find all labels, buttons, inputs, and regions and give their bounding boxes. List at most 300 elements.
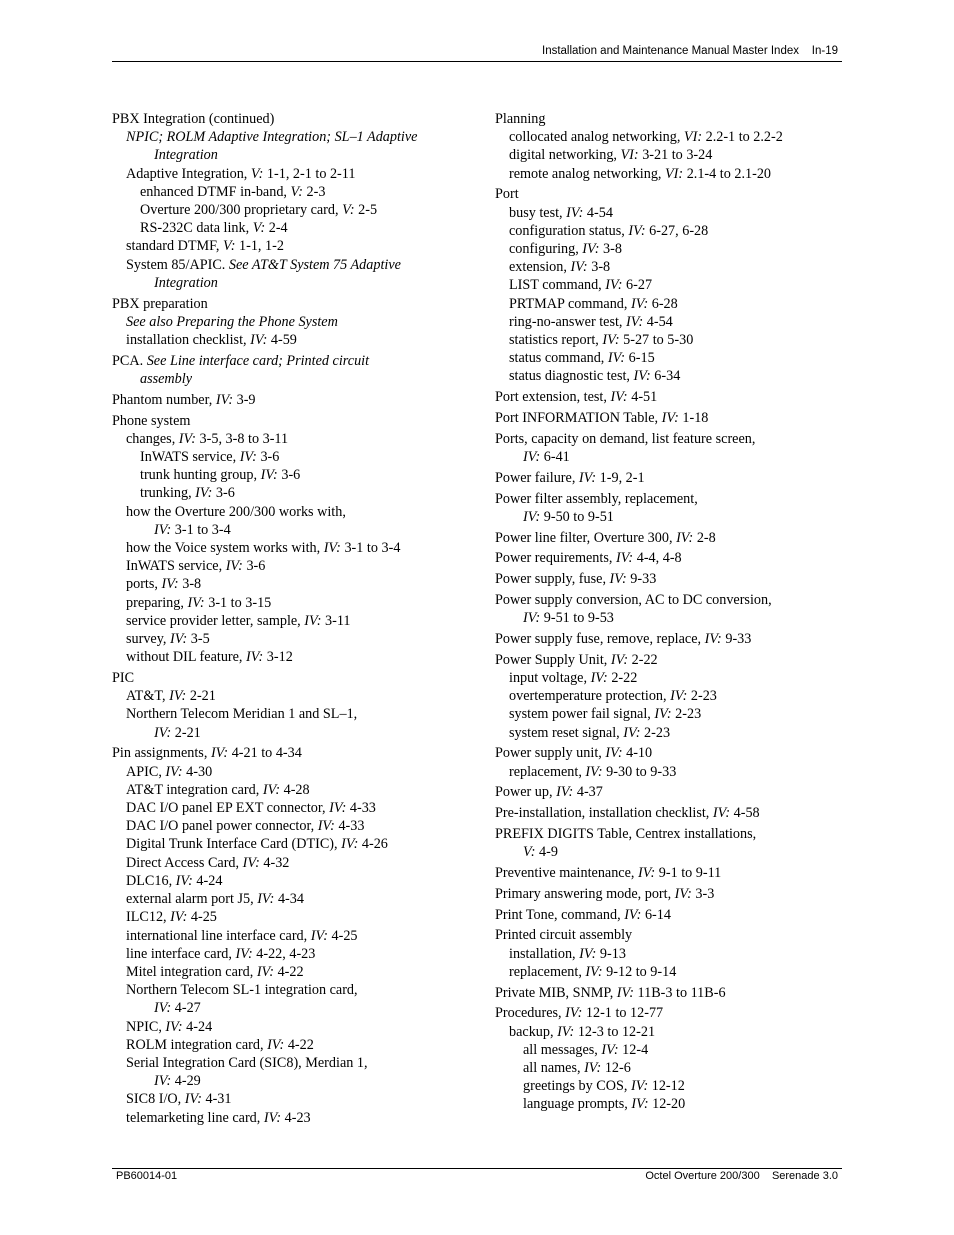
volume-label: IV: [170, 909, 188, 926]
volume-label: IV: [609, 571, 627, 588]
page-reference: 4-59 [267, 332, 297, 349]
index-entry [495, 570, 870, 588]
volume-label: V: [250, 165, 264, 182]
index-entry [112, 724, 487, 742]
page-reference: 4-31 [201, 1091, 232, 1108]
entry-term: remote analog networking, [509, 165, 666, 182]
page-reference: 6-27 [622, 277, 653, 294]
index-entry [112, 890, 487, 908]
entry-term: APIC, [126, 763, 166, 780]
volume-label: IV: [239, 449, 257, 466]
index-entry [495, 430, 870, 448]
index-entry [112, 1109, 487, 1127]
see-reference: See AT&T System 75 Adaptive [228, 256, 401, 273]
entry-term: Port [495, 186, 519, 203]
index-entry [112, 557, 487, 575]
page-reference: 2-4 [265, 220, 288, 237]
page-reference: 2-21 [171, 724, 201, 741]
entry-term: Procedures, [495, 1005, 566, 1022]
entry-term: Power Supply Unit, [495, 651, 611, 668]
volume-label: IV: [584, 1060, 602, 1077]
page-reference: 3-21 to 3-24 [638, 147, 713, 164]
index-entry [495, 490, 870, 508]
index-entry [112, 981, 487, 999]
page-reference: 1-18 [678, 410, 709, 427]
page-reference: 9-12 to 9-14 [602, 963, 677, 980]
page-reference: 4-4, 4-8 [633, 550, 682, 567]
volume-label: IV: [578, 469, 597, 486]
index-entry [495, 331, 870, 349]
page-reference: 4-33 [346, 800, 376, 817]
entry-term: PBX Integration (continued) [112, 111, 275, 127]
page-reference: 2.1-4 to 2.1-20 [683, 165, 772, 182]
page-reference: 1-1, 1-2 [235, 238, 284, 255]
volume-label: V: [342, 202, 355, 219]
index-entry [495, 276, 870, 294]
entry-term: Integration [154, 147, 218, 164]
volume-label: IV: [630, 1078, 649, 1095]
entry-term: AT&T integration card, [126, 781, 263, 798]
index-entry [112, 908, 487, 926]
page-reference: 3-6 [256, 449, 280, 466]
page-reference: 9-1 to 9-11 [655, 865, 722, 882]
index-entry [495, 651, 870, 669]
volume-label: IV: [616, 984, 634, 1001]
index-entry [495, 128, 870, 146]
page-reference: 6-28 [648, 295, 678, 312]
volume-label: IV: [184, 1091, 202, 1108]
index-entry [112, 1054, 487, 1072]
index-entry [112, 594, 487, 612]
entry-term: collocated analog networking, [509, 129, 684, 146]
volume-label: IV: [601, 1041, 619, 1058]
entry-term: ports, [126, 576, 162, 593]
entry-term: input voltage, [509, 670, 591, 687]
index-entry [112, 448, 487, 466]
entry-term: Power supply, fuse, [495, 571, 610, 588]
volume-label: IV: [590, 670, 608, 687]
entry-term: survey, [126, 631, 170, 648]
index-entry [112, 466, 487, 484]
index-entry [112, 391, 487, 409]
page-number: In-19 [811, 45, 838, 57]
entry-term: LIST command, [509, 277, 606, 294]
running-header [0, 45, 838, 57]
entry-term: PCA. [112, 352, 147, 369]
volume-label: IV: [250, 332, 268, 349]
index-entry [112, 484, 487, 502]
volume-label: IV: [602, 332, 620, 349]
page-reference: 6-27, 6-28 [645, 222, 709, 239]
volume-label: IV: [630, 295, 649, 312]
page-reference: 4-54 [583, 204, 613, 221]
index-entry [112, 295, 487, 313]
entry-term: ILC12, [126, 909, 171, 926]
page-reference: 4-29 [171, 1073, 201, 1090]
index-entry [495, 744, 870, 762]
volume-label: IV: [154, 724, 172, 741]
product-release [0, 1170, 838, 1182]
volume-label: IV: [631, 1096, 649, 1113]
page-reference: 6-14 [641, 906, 671, 923]
volume-label: V: [523, 844, 536, 861]
index-entry [112, 687, 487, 705]
page-reference: 4-26 [358, 836, 388, 853]
volume-label: V: [222, 238, 236, 255]
index-entry [495, 388, 870, 406]
page-reference: 4-10 [622, 745, 653, 762]
index-entry [112, 352, 487, 370]
index-entry [495, 864, 870, 882]
volume-label: IV: [235, 945, 253, 962]
entry-term: Phone system [112, 412, 191, 429]
index-entry [495, 687, 870, 705]
index-entry [112, 630, 487, 648]
index-entry [112, 854, 487, 872]
index-entry [112, 999, 487, 1017]
index-entry [112, 183, 487, 201]
entry-term: Serial Integration Card (SIC8), Merdian 1, [126, 1054, 368, 1071]
entry-term: Adaptive Integration, [126, 165, 251, 182]
index-entry [495, 963, 870, 981]
volume-label: IV: [676, 529, 694, 546]
index-entry [495, 508, 870, 526]
page-reference: 9-33 [626, 571, 657, 588]
volume-label: IV: [165, 1018, 183, 1035]
entry-term: standard DTMF, [126, 238, 223, 255]
volume-label: VI: [620, 147, 639, 164]
page-reference: 3-5, 3-8 to 3-11 [196, 430, 289, 447]
volume-label: IV: [704, 631, 722, 648]
index-entry [112, 963, 487, 981]
volume-label: IV: [654, 706, 672, 723]
release-name: Serenade 3.0 [771, 1170, 838, 1182]
entry-term: replacement, [509, 963, 586, 980]
page-reference: 9-33 [721, 631, 752, 648]
page-reference: 4-21 to 4-34 [228, 745, 302, 762]
page-reference: 4-28 [280, 781, 310, 798]
entry-term: how the Voice system works with, [126, 540, 324, 557]
index-entry [495, 1077, 870, 1095]
index-entry [495, 1041, 870, 1059]
index-entry [495, 804, 870, 822]
page-reference: 2-23 [640, 724, 671, 741]
entry-term: Planning [495, 111, 546, 127]
index-entry [112, 521, 487, 539]
index-entry [495, 984, 870, 1002]
entry-term: RS-232C data link, [140, 220, 253, 237]
page-reference: 2-3 [302, 183, 326, 200]
index-entry [112, 612, 487, 630]
page-reference: 4-22 [274, 963, 304, 980]
page-reference: 11B-3 to 11B-6 [634, 984, 726, 1001]
volume-label: IV: [624, 906, 642, 923]
index-entry [495, 222, 870, 240]
manual-title: Installation and Maintenance Manual Master Index [542, 45, 799, 57]
index-entry [495, 630, 870, 648]
volume-label: IV: [610, 651, 629, 668]
index-entry [112, 1036, 487, 1054]
page-reference: 2-23 [671, 706, 702, 723]
entry-term: changes, [126, 430, 179, 447]
index-entry [112, 201, 487, 219]
entry-term: system power fail signal, [509, 706, 655, 723]
page-reference: 3-9 [233, 391, 256, 408]
entry-term: PRTMAP command, [509, 295, 631, 312]
document-number: PB60014-01 [116, 1170, 178, 1182]
volume-label: IV: [582, 241, 600, 258]
entry-term: Digital Trunk Interface Card (DTIC), [126, 836, 342, 853]
page-reference: 4-58 [730, 805, 760, 822]
entry-term: DAC I/O panel power connector, [126, 818, 318, 835]
entry-term: Port INFORMATION Table, [495, 410, 662, 427]
page-reference: 2-23 [687, 688, 717, 705]
entry-term: PIC [112, 670, 135, 687]
volume-label: IV: [169, 688, 187, 705]
volume-label: IV: [605, 745, 623, 762]
index-entry [112, 1072, 487, 1090]
entry-term: Integration [154, 274, 218, 291]
index-entry [495, 549, 870, 567]
index-entry [112, 927, 487, 945]
index-entry [112, 1018, 487, 1036]
index-entry [112, 1090, 487, 1108]
entry-term: PREFIX DIGITS Table, Centrex installations, [495, 826, 757, 843]
index-entry [495, 349, 870, 367]
index-entry [495, 295, 870, 313]
volume-label: IV: [615, 550, 634, 567]
page-reference: 4-22, 4-23 [252, 945, 316, 962]
index-entry [112, 781, 487, 799]
page-reference: 4-24 [192, 872, 223, 889]
index-entry [495, 367, 870, 385]
entry-term: Power supply conversion, AC to DC conversion, [495, 592, 772, 609]
volume-label: IV: [712, 805, 731, 822]
entry-term: NPIC, [126, 1018, 166, 1035]
index-entry [112, 313, 487, 331]
volume-label: IV: [225, 558, 243, 575]
page-reference: 6-41 [540, 449, 570, 466]
index-entry [112, 648, 487, 666]
page-reference: 2-22 [628, 651, 658, 668]
entry-term: configuration status, [509, 222, 629, 239]
volume-label: IV: [310, 927, 328, 944]
entry-term: preparing, [126, 594, 188, 611]
index-entry [495, 926, 870, 944]
entry-term: statistics report, [509, 332, 603, 349]
entry-term: Power supply fuse, remove, replace, [495, 631, 705, 648]
page-reference: 6-34 [650, 368, 681, 385]
page-reference: 2-8 [693, 529, 716, 546]
page-reference: 3-3 [691, 885, 715, 902]
page-reference: 9-30 to 9-33 [602, 763, 677, 780]
index-entry [112, 412, 487, 430]
index-entry [495, 945, 870, 963]
volume-label: IV: [260, 467, 278, 484]
entry-term: service provider letter, sample, [126, 612, 305, 629]
entry-term: system reset signal, [509, 724, 624, 741]
volume-label: VI: [683, 129, 703, 146]
volume-label: IV: [329, 800, 347, 817]
volume-label: IV: [566, 204, 584, 221]
entry-term: Power up, [495, 784, 557, 801]
entry-term: Power requirements, [495, 550, 616, 567]
index-entry [112, 503, 487, 521]
index-entry [112, 331, 487, 349]
index-entry [495, 705, 870, 723]
index-entry [112, 219, 487, 237]
page-reference: 2-21 [186, 688, 216, 705]
volume-label: IV: [267, 1036, 285, 1053]
volume-label: IV: [246, 649, 264, 666]
volume-label: IV: [165, 763, 183, 780]
volume-label: IV: [523, 449, 541, 466]
index-entry [112, 744, 487, 762]
entry-term: DAC I/O panel EP EXT connector, [126, 800, 330, 817]
index-entry [495, 529, 870, 547]
index-entry [112, 256, 487, 274]
page-reference: 2.2-1 to 2.2-2 [702, 129, 783, 146]
volume-label: IV: [570, 259, 588, 276]
volume-label: VI: [665, 165, 684, 182]
entry-term: busy test, [509, 204, 567, 221]
page-reference: 4-25 [327, 927, 358, 944]
entry-term: language prompts, [523, 1096, 632, 1113]
volume-label: IV: [242, 854, 260, 871]
entry-term: InWATS service, [126, 558, 226, 575]
index-entry [112, 165, 487, 183]
index-entry [495, 165, 870, 183]
entry-term: ring-no-answer test, [509, 313, 627, 330]
volume-label: IV: [154, 1000, 172, 1017]
volume-label: IV: [317, 818, 335, 835]
entry-term: PBX preparation [112, 295, 208, 312]
index-entry [495, 448, 870, 466]
index-entry [112, 370, 487, 388]
entry-term: Power filter assembly, replacement, [495, 490, 698, 507]
page-reference: 3-8 [599, 241, 622, 258]
entry-term: line interface card, [126, 945, 236, 962]
page-reference: 4-32 [259, 854, 290, 871]
index-entry [112, 430, 487, 448]
entry-term: Direct Access Card, [126, 854, 243, 871]
page-reference: 3-8 [587, 259, 611, 276]
page-reference: 9-50 to 9-51 [540, 508, 614, 525]
index-column-left [112, 110, 487, 1127]
index-entry [495, 763, 870, 781]
volume-label: IV: [585, 763, 603, 780]
entry-term: Pin assignments, [112, 745, 211, 762]
volume-label: IV: [638, 865, 656, 882]
entry-term: Primary answering mode, port, [495, 885, 675, 902]
index-entry [112, 872, 487, 890]
page-reference: 4-27 [171, 1000, 201, 1017]
page-reference: 4-33 [334, 818, 365, 835]
page-reference: 12-4 [618, 1041, 649, 1058]
entry-term: telemarketing line card, [126, 1109, 264, 1126]
index-entry [112, 274, 487, 292]
product-name: Octel Overture 200/300 [645, 1170, 760, 1182]
entry-term: status diagnostic test, [509, 368, 634, 385]
page-reference: 4-25 [187, 909, 217, 926]
volume-label: IV: [565, 1005, 583, 1022]
volume-label: IV: [628, 222, 646, 239]
page-reference: 4-9 [535, 844, 558, 861]
entry-term: Mitel integration card, [126, 963, 257, 980]
page-reference: 3-6 [212, 485, 235, 502]
entry-term: Phantom number, [112, 391, 216, 408]
page-reference: 3-5 [187, 631, 210, 648]
page-reference: 12-12 [648, 1078, 685, 1095]
page-reference: 1-1, 2-1 to 2-11 [263, 165, 356, 182]
entry-term: Port extension, test, [495, 389, 611, 406]
index-entry [112, 110, 487, 128]
index-entry [495, 783, 870, 801]
see-reference: See Line interface card; Printed circuit [146, 352, 370, 369]
index-entry [112, 128, 487, 146]
entry-term: external alarm port J5, [126, 891, 258, 908]
entry-term: SIC8 I/O, [126, 1091, 185, 1108]
footer-rule [112, 1168, 842, 1169]
volume-label: IV: [304, 612, 322, 629]
volume-label: IV: [626, 313, 644, 330]
volume-label: IV: [579, 945, 597, 962]
entry-term: Power supply unit, [495, 745, 606, 762]
page-reference: 3-8 [178, 576, 202, 593]
index-entry [495, 146, 870, 164]
header-rule [112, 61, 842, 62]
page-reference: 4-30 [182, 763, 213, 780]
page-reference: 4-34 [274, 891, 304, 908]
page-reference: 3-1 to 3-4 [171, 521, 231, 538]
entry-term: Private MIB, SNMP, [495, 984, 617, 1001]
entry-term: overtemperature protection, [509, 688, 671, 705]
page-reference: 12-20 [648, 1096, 686, 1113]
volume-label: IV: [161, 576, 179, 593]
index-entry [112, 945, 487, 963]
volume-label: IV: [257, 891, 275, 908]
volume-label: IV: [175, 872, 193, 889]
entry-term: all messages, [523, 1041, 602, 1058]
entry-term: Northern Telecom Meridian 1 and SL–1, [126, 706, 358, 723]
index-entry [495, 185, 870, 203]
volume-label: IV: [610, 389, 628, 406]
index-entry [495, 825, 870, 843]
entry-term: Pre-installation, installation checklist, [495, 805, 713, 822]
volume-label: IV: [605, 277, 623, 294]
index-entry [495, 609, 870, 627]
entry-term: Northern Telecom SL-1 integration card, [126, 982, 358, 999]
entry-term: trunking, [140, 485, 196, 502]
entry-term: backup, [509, 1023, 558, 1040]
entry-term: AT&T, [126, 688, 170, 705]
index-entry [495, 591, 870, 609]
volume-label: IV: [154, 521, 172, 538]
entry-term: Power line filter, Overture 300, [495, 529, 677, 546]
volume-label: IV: [178, 430, 196, 447]
page-reference: 4-54 [643, 313, 673, 330]
volume-label: IV: [263, 1109, 282, 1126]
volume-label: IV: [170, 631, 188, 648]
entry-term: enhanced DTMF in-band, [140, 183, 291, 200]
entry-term: Printed circuit assembly [495, 927, 633, 944]
entry-term: Print Tone, command, [495, 906, 625, 923]
index-entry [495, 409, 870, 427]
entry-term: NPIC; ROLM Adaptive Integration; SL–1 Adaptive [126, 129, 418, 146]
volume-label: V: [290, 183, 303, 200]
volume-label: IV: [195, 485, 213, 502]
index-entry [112, 763, 487, 781]
